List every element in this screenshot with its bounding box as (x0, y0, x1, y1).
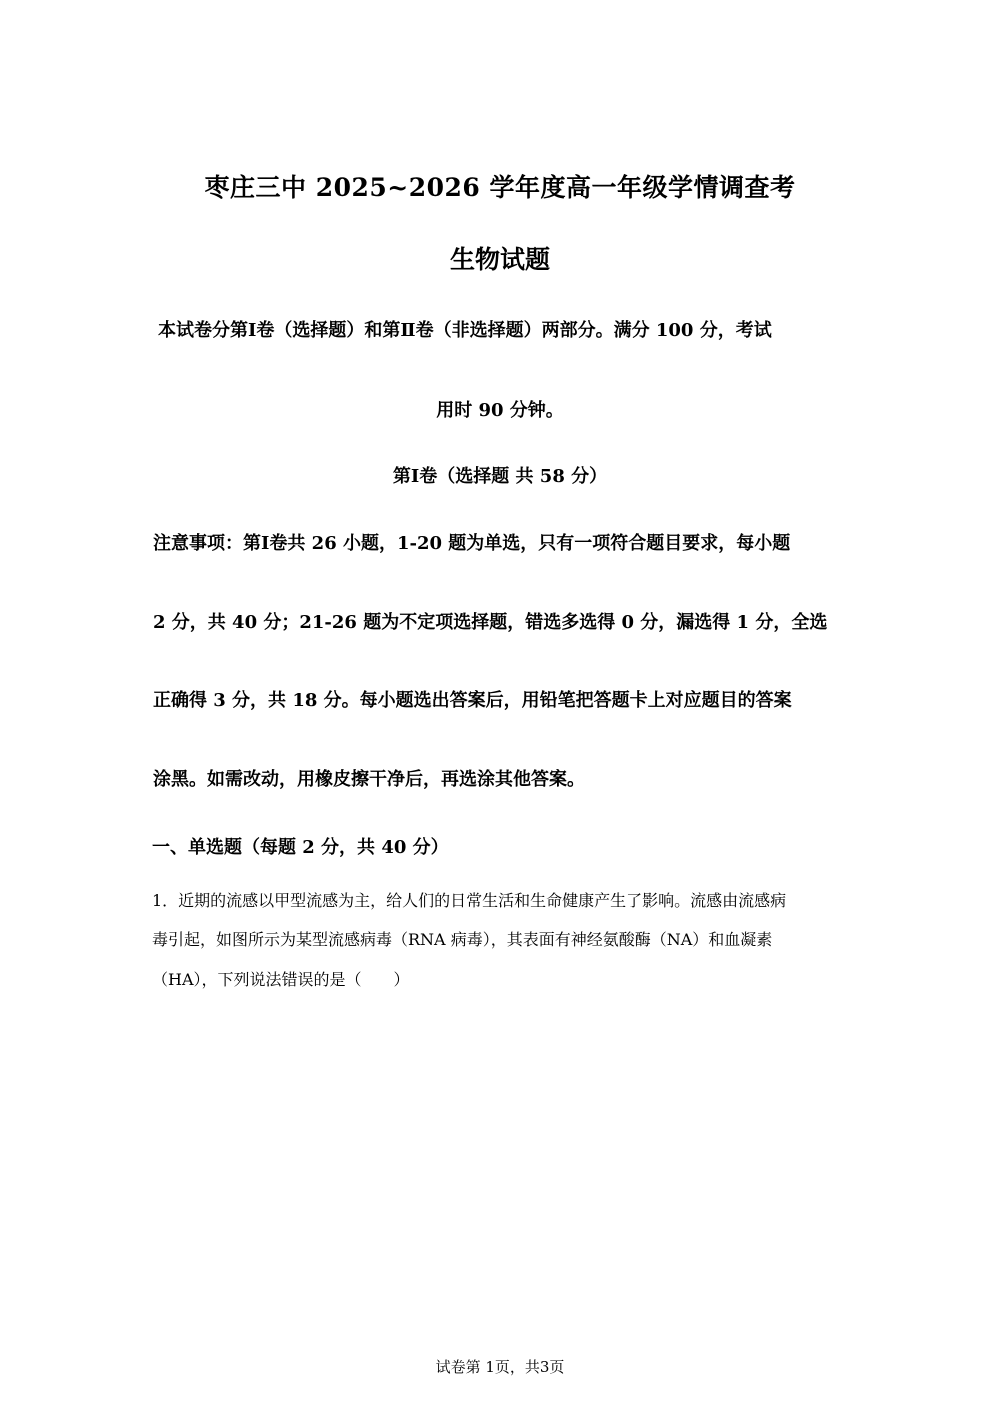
exam-title: 枣庄三中 2025~2026 学年度高一年级学情调查考 (204, 173, 796, 202)
page-footer: 试卷第 1页，共3页 (435, 1358, 565, 1376)
notice-line-4: 涂黑。如需改动，用橡皮擦干净后，再选涂其他答案。 (153, 769, 585, 790)
exam-subject: 生物试题 (449, 245, 550, 274)
question-1-line-3: （HA），下列说法错误的是（ ） (152, 970, 410, 989)
intro-line-1: 本试卷分第Ⅰ卷（选择题）和第Ⅱ卷（非选择题）两部分。满分 100 分，考试 (158, 320, 772, 341)
notice-line-3: 正确得 3 分，共 18 分。每小题选出答案后，用铅笔把答题卡上对应题目的答案 (153, 690, 792, 711)
notice-line-2: 2 分，共 40 分；21-26 题为不定项选择题，错选多选得 0 分，漏选得 1 分，全选 (153, 612, 828, 633)
section-heading: 一、单选题（每题 2 分，共 40 分） (152, 837, 449, 858)
part1-heading: 第Ⅰ卷（选择题 共 58 分） (392, 466, 608, 487)
intro-line-2: 用时 90 分钟。 (436, 400, 564, 421)
question-1-line-1: 1．近期的流感以甲型流感为主，给人们的日常生活和生命健康产生了影响。流感由流感病 (152, 891, 787, 910)
notice-line-1: 注意事项：第Ⅰ卷共 26 小题，1-20 题为单选，只有一项符合题目要求，每小题 (153, 533, 791, 554)
question-1-line-2: 毒引起，如图所示为某型流感病毒（RNA 病毒），其表面有神经氨酸酶（NA）和血凝素 (152, 930, 773, 949)
